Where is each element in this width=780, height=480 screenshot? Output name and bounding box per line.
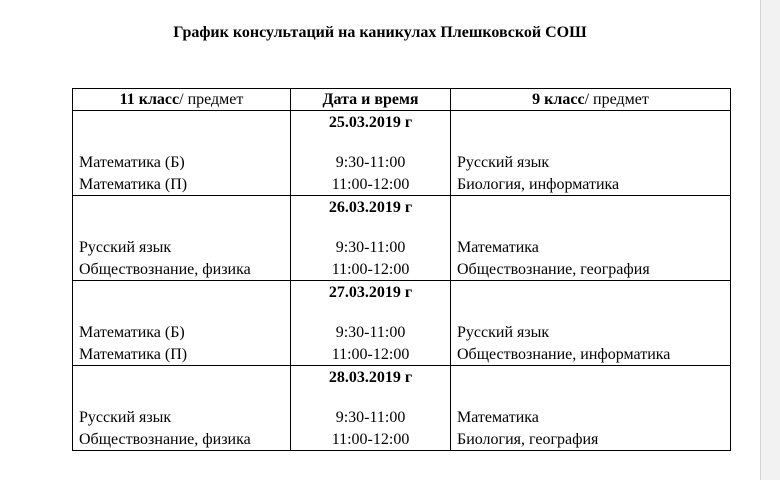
grade11-subject: Русский язык [79, 409, 172, 426]
grade9-cell [451, 366, 731, 451]
grade9-subject: Русский язык [457, 324, 550, 341]
time-slot: 9:30-11:00 [335, 324, 406, 341]
time-slot: 11:00-12:00 [331, 176, 410, 193]
header-grade9 [451, 89, 731, 111]
grade11-subject: Обществознание, физика [79, 261, 251, 278]
table-row [73, 196, 731, 281]
datetime-cell [291, 281, 451, 366]
header-grade11 [73, 89, 291, 111]
date-label: 25.03.2019 г [328, 114, 413, 131]
header-grade9-rest: / предмет [584, 91, 649, 108]
time-slot: 9:30-11:00 [335, 239, 406, 256]
document-title: График консультаций на каникулах Плешковской СОШ [173, 24, 587, 41]
grade11-subject: Обществознание, физика [79, 431, 251, 448]
time-slot: 11:00-12:00 [331, 346, 410, 363]
grade9-cell [451, 111, 731, 196]
grade11-subject: Русский язык [79, 239, 172, 256]
grade11-cell [73, 281, 291, 366]
grade9-subject: Математика [457, 409, 539, 426]
schedule-table [72, 88, 731, 451]
grade9-cell [451, 281, 731, 366]
page-edge [760, 0, 780, 480]
header-grade11-bold: 11 класс [119, 91, 180, 108]
header-datetime-label: Дата и время [322, 91, 419, 108]
grade9-subject: Биология, информатика [457, 176, 620, 193]
date-label: 26.03.2019 г [328, 199, 413, 216]
grade9-subject: Обществознание, информатика [457, 346, 671, 363]
grade9-subject: Биология, география [457, 431, 599, 448]
time-slot: 9:30-11:00 [335, 154, 406, 171]
grade11-cell [73, 111, 291, 196]
grade11-subject: Математика (П) [79, 176, 188, 193]
time-slot: 9:30-11:00 [335, 409, 406, 426]
datetime-cell [291, 196, 451, 281]
date-label: 27.03.2019 г [328, 284, 413, 301]
table-row [73, 111, 731, 196]
table-row [73, 281, 731, 366]
grade11-cell [73, 366, 291, 451]
table-row [73, 366, 731, 451]
grade11-subject: Математика (Б) [79, 324, 185, 341]
grade11-subject: Математика (Б) [79, 154, 185, 171]
grade9-subject: Русский язык [457, 154, 550, 171]
time-slot: 11:00-12:00 [331, 431, 410, 448]
grade9-subject: Обществознание, география [457, 261, 650, 278]
header-grade9-bold: 9 класс [532, 91, 585, 108]
grade11-cell [73, 196, 291, 281]
date-label: 28.03.2019 г [328, 369, 413, 386]
table-header-row [73, 89, 731, 111]
header-grade11-rest: / предмет [179, 91, 244, 108]
datetime-cell [291, 366, 451, 451]
grade11-subject: Математика (П) [79, 346, 188, 363]
grade9-cell [451, 196, 731, 281]
datetime-cell [291, 111, 451, 196]
time-slot: 11:00-12:00 [331, 261, 410, 278]
header-datetime [291, 89, 451, 111]
grade9-subject: Математика [457, 239, 539, 256]
